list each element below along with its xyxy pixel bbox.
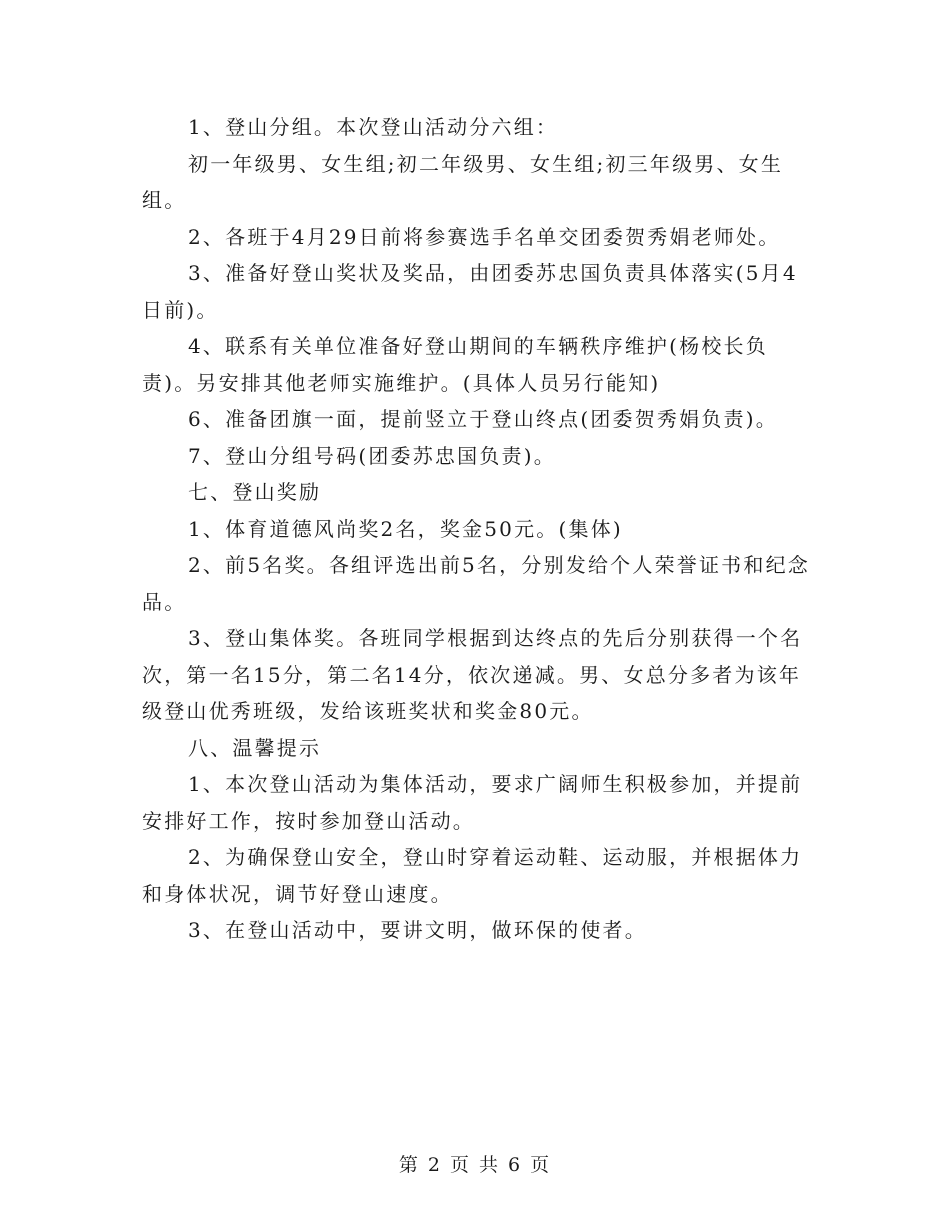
page-label-mid: 页 bbox=[449, 1154, 471, 1176]
paragraph: 3、准备好登山奖状及奖品，由团委苏忠国负责具体落实(5月4日前)。 bbox=[142, 261, 798, 322]
paragraph: 2、为确保登山安全，登山时穿着运动鞋、运动服，并根据体力和身体状况，调节好登山速度。 bbox=[142, 845, 803, 906]
current-page-number: 2 bbox=[427, 1154, 442, 1176]
paragraph: 7、登山分组号码(团委苏忠国负责)。 bbox=[188, 443, 556, 468]
paragraph: 3、登山集体奖。各班同学根据到达终点的先后分别获得一个名次，第一名15分，第二名14分，依次递减。男、女总分多者为该年级登山优秀班级，发给该班奖状和奖金80元。 bbox=[142, 626, 803, 723]
page-footer bbox=[0, 1150, 950, 1177]
paragraph: 2、各班于4月29日前将参赛选手名单交团委贺秀娟老师处。 bbox=[188, 224, 781, 249]
paragraph: 1、登山分组。本次登山活动分六组： bbox=[188, 115, 559, 139]
paragraph: 初一年级男、女生组;初二年级男、女生组;初三年级男、女生组。 bbox=[142, 151, 784, 212]
paragraph: 3、在登山活动中，要讲文明，做环保的使者。 bbox=[188, 918, 647, 942]
total-label-prefix: 共 bbox=[479, 1154, 501, 1176]
total-page-count: 6 bbox=[508, 1154, 523, 1176]
page-label-prefix: 第 bbox=[398, 1154, 420, 1176]
paragraph: 6、准备团旗一面，提前竖立于登山终点(团委贺秀娟负责)。 bbox=[188, 407, 778, 431]
paragraph: 2、前5名奖。各组评选出前5名，分别发给个人荣誉证书和纪念品。 bbox=[142, 553, 810, 614]
section-heading: 七、登山奖励 bbox=[188, 480, 322, 504]
document-body bbox=[142, 109, 812, 949]
paragraph: 1、本次登山活动为集体活动，要求广阔师生积极参加，并提前安排好工作，按时参加登山活动。 bbox=[142, 772, 803, 833]
page-label-suffix: 页 bbox=[530, 1154, 552, 1176]
paragraph: 4、联系有关单位准备好登山期间的车辆秩序维护(杨校长负责)。另安排其他老师实施维护。(具体人员另行能知) bbox=[142, 334, 768, 395]
paragraph: 1、体育道德风尚奖2名，奖金50元。(集体) bbox=[188, 516, 623, 541]
section-heading: 八、温馨提示 bbox=[188, 735, 322, 760]
